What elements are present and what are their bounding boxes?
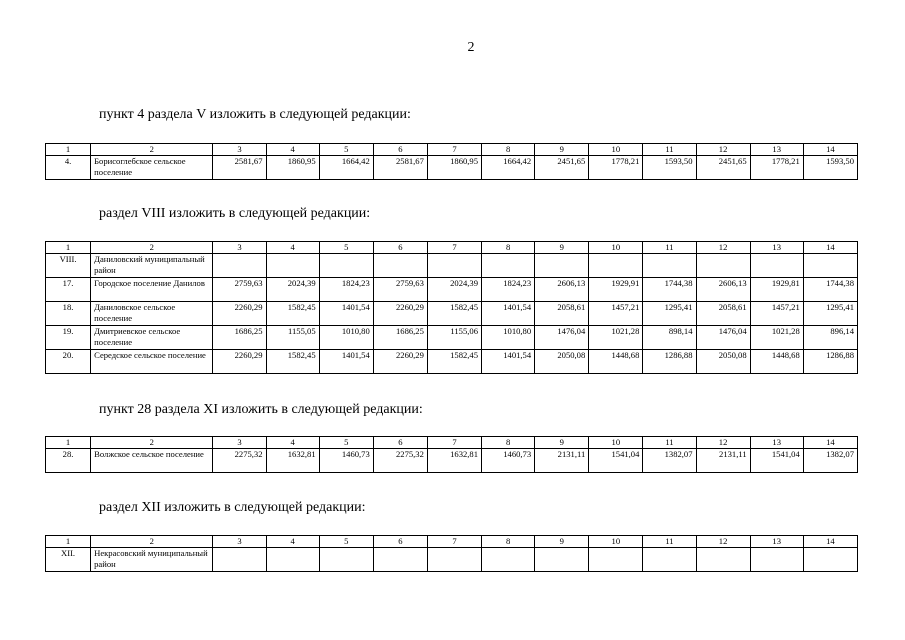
value-cell: 1686,25	[213, 326, 266, 350]
value-cell: 1744,38	[643, 278, 696, 302]
rates-table	[45, 241, 858, 374]
value-cell: 1860,95	[427, 156, 481, 180]
value-cell: 1382,07	[803, 449, 857, 473]
column-header: 9	[535, 536, 589, 548]
value-cell	[643, 548, 696, 572]
value-cell: 1824,23	[482, 278, 535, 302]
value-cell: 1582,45	[266, 350, 319, 374]
table-row	[46, 449, 858, 473]
value-cell: 2606,13	[696, 278, 750, 302]
value-cell: 1541,04	[589, 449, 643, 473]
value-cell	[535, 254, 589, 278]
value-cell: 1860,95	[266, 156, 319, 180]
settlement-name: Дмитриевское сельское поселение	[91, 326, 213, 350]
value-cell: 1582,45	[427, 302, 481, 326]
value-cell: 2275,32	[213, 449, 266, 473]
value-cell: 1632,81	[266, 449, 319, 473]
column-header: 5	[319, 242, 373, 254]
column-header: 11	[643, 242, 696, 254]
value-cell	[373, 548, 427, 572]
value-cell: 1593,50	[643, 156, 696, 180]
value-cell	[696, 548, 750, 572]
settlement-name: Даниловский муниципальный район	[91, 254, 213, 278]
column-header: 5	[319, 144, 373, 156]
value-cell: 2050,08	[535, 350, 589, 374]
column-header: 6	[373, 437, 427, 449]
value-cell: 2759,63	[213, 278, 266, 302]
column-header: 1	[46, 536, 91, 548]
value-cell: 1457,21	[750, 302, 803, 326]
value-cell: 898,14	[643, 326, 696, 350]
column-header: 3	[213, 144, 266, 156]
value-cell: 2050,08	[696, 350, 750, 374]
value-cell	[750, 254, 803, 278]
column-header: 9	[535, 437, 589, 449]
value-cell: 2451,65	[535, 156, 589, 180]
column-header: 8	[482, 242, 535, 254]
column-header: 4	[266, 437, 319, 449]
value-cell	[589, 254, 643, 278]
value-cell: 2024,39	[266, 278, 319, 302]
value-cell: 1744,38	[803, 278, 857, 302]
value-cell: 2024,39	[427, 278, 481, 302]
value-cell: 1155,06	[427, 326, 481, 350]
settlement-name: Городское поселение Данилов	[91, 278, 213, 302]
value-cell: 1295,41	[643, 302, 696, 326]
value-cell: 1382,07	[643, 449, 696, 473]
value-cell: 1778,21	[589, 156, 643, 180]
value-cell	[482, 548, 535, 572]
value-cell: 1664,42	[482, 156, 535, 180]
value-cell	[589, 548, 643, 572]
column-header: 5	[319, 536, 373, 548]
value-cell: 1401,54	[319, 350, 373, 374]
column-header: 13	[750, 144, 803, 156]
column-header: 11	[643, 144, 696, 156]
column-header: 13	[750, 242, 803, 254]
row-number: XII.	[46, 548, 91, 572]
value-cell: 1286,88	[643, 350, 696, 374]
value-cell: 1929,91	[589, 278, 643, 302]
column-header: 12	[696, 437, 750, 449]
value-cell	[535, 548, 589, 572]
column-header: 11	[643, 437, 696, 449]
value-cell: 2131,11	[535, 449, 589, 473]
table-row	[46, 548, 858, 572]
column-header: 10	[589, 242, 643, 254]
row-number: 17.	[46, 278, 91, 302]
table-row	[46, 254, 858, 278]
value-cell: 2260,29	[373, 302, 427, 326]
column-header: 13	[750, 536, 803, 548]
row-number: VIII.	[46, 254, 91, 278]
row-number: 18.	[46, 302, 91, 326]
column-header: 2	[91, 242, 213, 254]
column-header: 7	[427, 437, 481, 449]
column-header: 9	[535, 144, 589, 156]
page-number: 2	[467, 40, 475, 55]
value-cell: 1401,54	[319, 302, 373, 326]
table-row	[46, 302, 858, 326]
column-header: 4	[266, 144, 319, 156]
column-header: 6	[373, 536, 427, 548]
value-cell	[319, 548, 373, 572]
table-row	[46, 278, 858, 302]
row-number: 20.	[46, 350, 91, 374]
value-cell: 2581,67	[213, 156, 266, 180]
settlement-name: Некрасовский муниципальный район	[91, 548, 213, 572]
value-cell: 1824,23	[319, 278, 373, 302]
column-header: 7	[427, 144, 481, 156]
column-header: 14	[803, 437, 857, 449]
value-cell	[643, 254, 696, 278]
column-header: 2	[91, 144, 213, 156]
table-row	[46, 156, 858, 180]
column-header: 8	[482, 437, 535, 449]
value-cell: 1155,05	[266, 326, 319, 350]
value-cell: 1476,04	[696, 326, 750, 350]
value-cell	[803, 548, 857, 572]
column-header: 2	[91, 536, 213, 548]
section-heading: пункт 28 раздела XI изложить в следующей редакции:	[99, 402, 423, 417]
value-cell	[750, 548, 803, 572]
table-header-row	[46, 437, 858, 449]
value-cell: 2260,29	[373, 350, 427, 374]
value-cell: 1457,21	[589, 302, 643, 326]
column-header: 12	[696, 144, 750, 156]
value-cell: 1929,81	[750, 278, 803, 302]
column-header: 10	[589, 437, 643, 449]
settlement-name: Волжское сельское поселение	[91, 449, 213, 473]
value-cell: 2260,29	[213, 302, 266, 326]
column-header: 5	[319, 437, 373, 449]
column-header: 14	[803, 242, 857, 254]
section-heading: раздел XII изложить в следующей редакции:	[99, 500, 366, 515]
column-header: 12	[696, 242, 750, 254]
value-cell	[427, 254, 481, 278]
value-cell: 1476,04	[535, 326, 589, 350]
value-cell: 1021,28	[589, 326, 643, 350]
value-cell: 2759,63	[373, 278, 427, 302]
value-cell	[266, 548, 319, 572]
column-header: 6	[373, 144, 427, 156]
value-cell: 2058,61	[696, 302, 750, 326]
value-cell: 2606,13	[535, 278, 589, 302]
column-header: 10	[589, 536, 643, 548]
value-cell: 1541,04	[750, 449, 803, 473]
column-header: 3	[213, 536, 266, 548]
column-header: 11	[643, 536, 696, 548]
table-header-row	[46, 242, 858, 254]
value-cell: 2131,11	[696, 449, 750, 473]
value-cell: 1286,88	[803, 350, 857, 374]
value-cell: 1593,50	[803, 156, 857, 180]
value-cell: 1010,80	[319, 326, 373, 350]
value-cell	[803, 254, 857, 278]
value-cell: 1778,21	[750, 156, 803, 180]
table-row	[46, 326, 858, 350]
value-cell	[213, 254, 266, 278]
value-cell: 1295,41	[803, 302, 857, 326]
column-header: 7	[427, 242, 481, 254]
value-cell: 1582,45	[427, 350, 481, 374]
column-header: 3	[213, 437, 266, 449]
section-heading: раздел VIII изложить в следующей редакции:	[99, 206, 371, 221]
table-header-row	[46, 536, 858, 548]
value-cell	[482, 254, 535, 278]
column-header: 13	[750, 437, 803, 449]
value-cell	[319, 254, 373, 278]
column-header: 8	[482, 536, 535, 548]
column-header: 2	[91, 437, 213, 449]
value-cell: 2581,67	[373, 156, 427, 180]
section-heading: пункт 4 раздела V изложить в следующей редакции:	[99, 107, 411, 122]
value-cell: 1582,45	[266, 302, 319, 326]
column-header: 8	[482, 144, 535, 156]
column-header: 10	[589, 144, 643, 156]
value-cell: 2058,61	[535, 302, 589, 326]
column-header: 14	[803, 144, 857, 156]
value-cell	[427, 548, 481, 572]
value-cell: 1401,54	[482, 350, 535, 374]
value-cell	[213, 548, 266, 572]
value-cell: 1010,80	[482, 326, 535, 350]
column-header: 7	[427, 536, 481, 548]
value-cell: 1686,25	[373, 326, 427, 350]
table-row	[46, 350, 858, 374]
value-cell: 1448,68	[750, 350, 803, 374]
value-cell: 896,14	[803, 326, 857, 350]
column-header: 1	[46, 242, 91, 254]
column-header: 6	[373, 242, 427, 254]
rates-table	[45, 143, 858, 180]
value-cell: 1448,68	[589, 350, 643, 374]
table-header-row	[46, 144, 858, 156]
column-header: 14	[803, 536, 857, 548]
rates-table	[45, 436, 858, 473]
column-header: 4	[266, 242, 319, 254]
value-cell	[266, 254, 319, 278]
column-header: 4	[266, 536, 319, 548]
row-number: 28.	[46, 449, 91, 473]
column-header: 3	[213, 242, 266, 254]
value-cell: 1460,73	[319, 449, 373, 473]
settlement-name: Середское сельское поселение	[91, 350, 213, 374]
value-cell: 1401,54	[482, 302, 535, 326]
settlement-name: Даниловское сельское поселение	[91, 302, 213, 326]
value-cell	[696, 254, 750, 278]
value-cell: 1632,81	[427, 449, 481, 473]
value-cell: 1664,42	[319, 156, 373, 180]
column-header: 1	[46, 437, 91, 449]
column-header: 9	[535, 242, 589, 254]
value-cell: 2275,32	[373, 449, 427, 473]
value-cell: 2451,65	[696, 156, 750, 180]
settlement-name: Борисоглебское сельское поселение	[91, 156, 213, 180]
row-number: 19.	[46, 326, 91, 350]
row-number: 4.	[46, 156, 91, 180]
column-header: 1	[46, 144, 91, 156]
value-cell: 1021,28	[750, 326, 803, 350]
value-cell: 1460,73	[482, 449, 535, 473]
value-cell: 2260,29	[213, 350, 266, 374]
rates-table	[45, 535, 858, 572]
value-cell	[373, 254, 427, 278]
column-header: 12	[696, 536, 750, 548]
